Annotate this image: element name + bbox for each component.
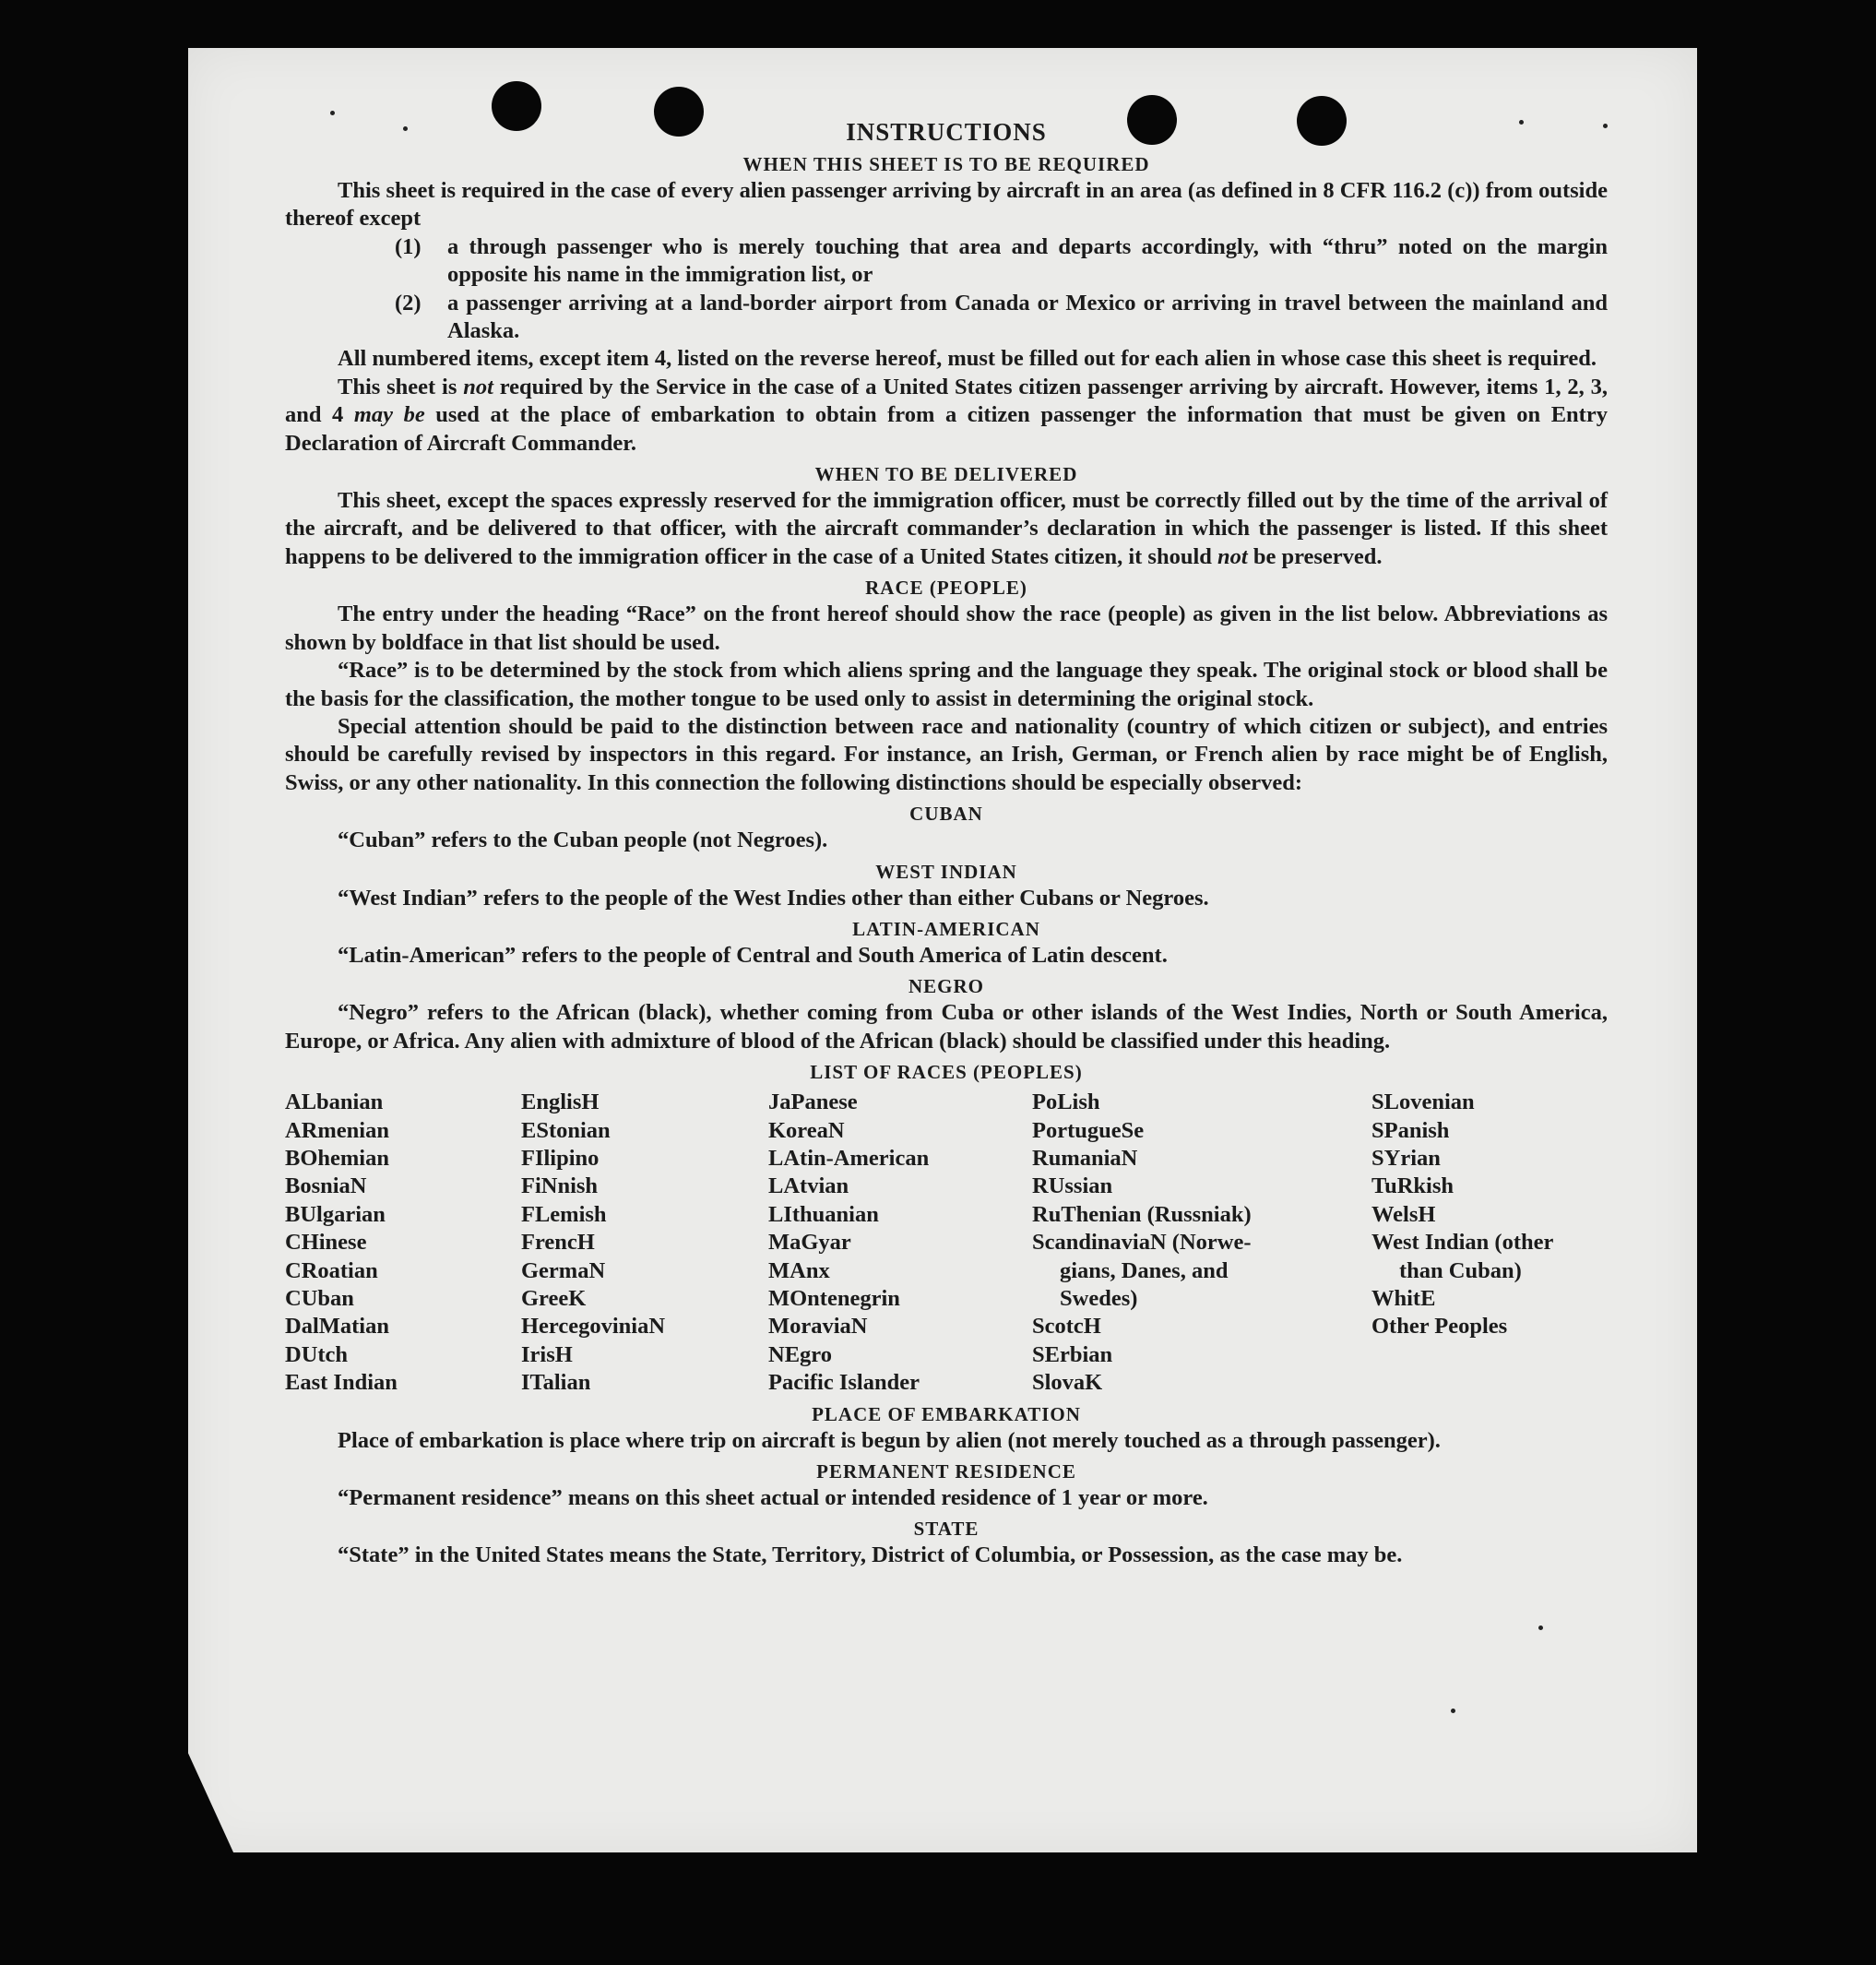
race-entry: SPanish [1371,1117,1450,1143]
text-run: required by the Service in the case of a United States citizen passenger arriving by aircraft. However, items 1, 2, 3, and 4 [285,374,1609,428]
race-entry: LAtin-American [768,1145,930,1171]
section-heading-required: WHEN THIS SHEET IS TO BE REQUIRED [742,153,1150,175]
section-heading-west-indian: WEST INDIAN [875,860,1017,883]
race-entry: RuThenian (Russniak) [1032,1201,1252,1227]
race-entry: DalMatian [285,1314,389,1340]
section-heading-delivered: WHEN TO BE DELIVERED [814,463,1078,486]
race-entry: HercegoviniaN [521,1314,666,1340]
exception-text: a through passenger who is merely touching that area and departs accordingly, with “thru” noted on the margin opposite his name in the immigration list, or [447,233,1608,288]
race-entry: WelsH [1371,1201,1436,1227]
paragraph: The entry under the heading “Race” on the front hereof should show the race (people) as given in the list below. Abbreviations as shown by boldface in that list should be used. [285,601,1608,655]
race-entry: FiNnish [521,1173,599,1199]
race-entry: DUtch [285,1341,349,1367]
paragraph: “Race” is to be determined by the stock from which aliens spring and the language they speak. The original stock or blood shall be the basis for the classification, the mother tongue to be used only to assist in determining the original stock. [285,658,1608,711]
text-run: This sheet is [338,374,464,399]
paragraph [285,487,1608,571]
emphasis: not [463,374,493,399]
race-entry: MOntenegrin [768,1286,900,1311]
race-entry: KoreaN [768,1117,845,1143]
definition-embarkation: Place of embarkation is place where trip on aircraft is begun by alien (not merely touched as a through passenger). [338,1427,1441,1453]
race-entry: than Cuban) [1399,1257,1522,1283]
race-entry: EnglisH [521,1090,600,1115]
race-entry: ALbanian [285,1090,384,1115]
race-entry: ARmenian [285,1117,389,1143]
race-entry: SYrian [1371,1145,1441,1171]
race-entry: SLovenian [1371,1090,1475,1115]
races-column [768,1089,1032,1397]
race-entry: JaPanese [768,1090,858,1115]
race-entry: BosniaN [285,1173,367,1199]
exception-item [285,290,1608,346]
definition-west-indian: “West Indian” refers to the people of the West Indies other than either Cubans or Negroes. [338,885,1209,911]
race-entry: MAnx [768,1257,830,1283]
race-entry: GreeK [521,1286,587,1311]
emphasis: may be [353,402,425,428]
races-column [1371,1089,1608,1397]
paragraph: All numbered items, except item 4, listed on the reverse hereof, must be filled out for each alien in whose case this sheet is required. [338,346,1597,372]
definition-negro: “Negro” refers to the African (black), whether coming from Cuba or other islands of the West Indies, North or South America, Europe, or Africa. Any alien with admixture of blood of the African (black) should be classified under this heading. [285,1000,1608,1054]
section-heading-embarkation: PLACE OF EMBARKATION [812,1402,1081,1425]
definition-state: “State” in the United States means the State, Territory, District of Columbia, or Possession, as the case may be. [338,1542,1403,1568]
exception-item [285,233,1608,290]
races-list [285,1089,1608,1397]
race-entry: ScotcH [1032,1314,1101,1340]
race-entry: Other Peoples [1371,1314,1508,1340]
section-heading-races-list: LIST OF RACES (PEOPLES) [810,1061,1083,1084]
race-entry: ITalian [521,1370,591,1396]
section-heading-race: RACE (PEOPLE) [865,577,1027,600]
race-entry: gians, Danes, and [1060,1257,1229,1283]
race-entry: PortugueSe [1032,1117,1145,1143]
race-entry: CHinese [285,1230,367,1256]
race-entry: FrencH [521,1230,595,1256]
race-entry: FIlipino [521,1145,600,1171]
exception-text: a passenger arriving at a land-border airport from Canada or Mexico or arriving in travel between the mainland and Alaska. [447,290,1608,344]
paper-speck [1538,1626,1543,1630]
races-column [285,1089,521,1397]
section-heading-latin-american: LATIN-AMERICAN [852,917,1040,940]
paragraph: Special attention should be paid to the distinction between race and nationality (country of which citizen or subject), and entries should be carefully revised by inspectors in this regard. For instance, an Irish, German, or French alien by race might be of English, Swiss, or any other nationality. In this connection the following distinctions should be especially observed: [285,713,1608,795]
race-entry: GermaN [521,1257,606,1283]
race-entry: SErbian [1032,1341,1113,1367]
section-heading-negro: NEGRO [908,975,984,998]
race-entry: ScandinaviaN (Norwe- [1032,1230,1252,1256]
paragraph [285,374,1608,458]
race-entry: WhitE [1371,1286,1436,1311]
section-heading-residence: PERMANENT RESIDENCE [816,1460,1076,1483]
race-entry: TuRkish [1371,1173,1454,1199]
paper-speck [330,111,335,115]
race-entry: LIthuanian [768,1201,879,1227]
section-heading-cuban: CUBAN [909,803,983,826]
race-entry: IrisH [521,1341,573,1367]
race-entry: NEgro [768,1341,832,1367]
text-run: be preserved. [1247,543,1383,569]
race-entry: PoLish [1032,1090,1100,1115]
paper-speck [1451,1709,1455,1713]
text-run: This sheet, except the spaces expressly reserved for the immigration officer, must be correctly filled out by the time of the arrival of the aircraft, and be delivered to that officer, with the aircraft commander’s declaration in which the passenger is listed. If this sheet happens to be delivered to the immigration officer in the case of a United States citizen, it should [285,488,1608,569]
race-entry: East Indian [285,1370,398,1396]
section-heading-state: STATE [913,1518,980,1541]
race-entry: LAtvian [768,1173,849,1199]
races-column [1032,1089,1371,1397]
page-title: INSTRUCTIONS [846,118,1047,146]
race-entry: Swedes) [1060,1286,1138,1311]
definition-cuban: “Cuban” refers to the Cuban people (not Negroes). [338,828,828,853]
emphasis: not [1217,543,1248,569]
race-entry: Pacific Islander [768,1370,920,1396]
race-entry: West Indian (other [1371,1230,1554,1256]
definition-latin-american: “Latin-American” refers to the people of Central and South America of Latin descent. [338,942,1168,968]
race-entry: MoraviaN [768,1314,868,1340]
exception-number: (1) [395,233,422,259]
race-entry: CUban [285,1286,354,1311]
race-entry: BUlgarian [285,1201,386,1227]
race-entry: RumaniaN [1032,1145,1138,1171]
text-run: used at the place of embarkation to obtain from a citizen passenger the information that must be given on Entry Declaration of Aircraft Commander. [285,402,1608,456]
race-entry: CRoatian [285,1257,378,1283]
race-entry: MaGyar [768,1230,851,1256]
paragraph: This sheet is required in the case of every alien passenger arriving by aircraft in an area (as defined in 8 CFR 116.2 (c)) from outside thereof except [285,178,1608,232]
instructions-content [285,116,1608,1570]
definition-residence: “Permanent residence” means on this sheet actual or intended residence of 1 year or more. [338,1485,1208,1511]
races-column [521,1089,768,1397]
exception-number: (2) [395,290,422,316]
race-entry: BOhemian [285,1145,389,1171]
race-entry: SlovaK [1032,1370,1103,1396]
race-entry: RUssian [1032,1173,1113,1199]
race-entry: FLemish [521,1201,607,1227]
race-entry: EStonian [521,1117,611,1143]
